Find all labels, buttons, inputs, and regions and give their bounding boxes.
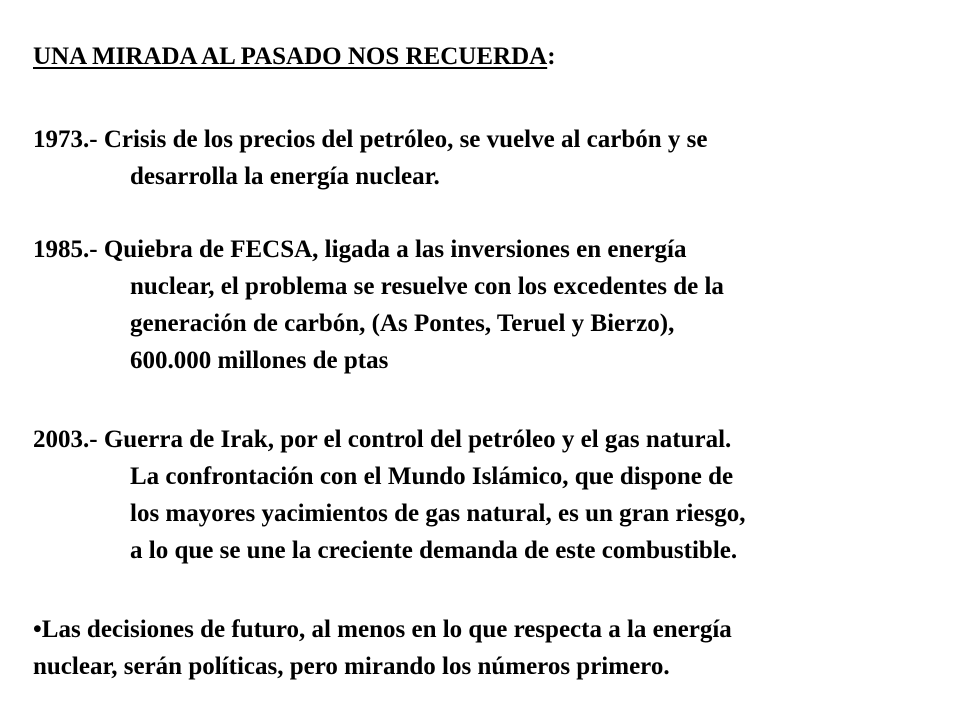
conclusion-text-1: Las decisiones de futuro, al menos en lo que respecta a la energía [41,616,732,643]
entry-2003-line-1 [33,421,731,459]
entry-1985-line-4: 600.000 millones de ptas [130,347,389,374]
entry-2003-text-1: Guerra de Irak, por el control del petróleo y el gas natural. [103,426,732,453]
entry-1985-text-1: Quiebra de FECSA, ligada a las inversiones en energía [103,236,687,263]
entry-1985-line-2: nuclear, el problema se resuelve con los excedentes de la [130,273,724,300]
conclusion-line-1 [33,611,732,649]
entry-1985-line-3: generación de carbón, (As Pontes, Teruel y Bierzo), [130,310,675,337]
entry-2003-line-4: a lo que se une la creciente demanda de este combustible. [130,537,738,564]
entry-1985-line-1 [33,231,686,269]
entry-1973-line-1 [33,121,707,159]
entry-1973-text-1: Crisis de los precios del petróleo, se vuelve al carbón y se [103,126,708,153]
entry-2003-line-3: los mayores yacimientos de gas natural, es un gran riesgo, [130,500,746,527]
slide-title: UNA MIRADA AL PASADO NOS RECUERDA [33,43,548,70]
slide-title-colon: : [547,43,556,70]
entry-1985-year: 1985.- [33,236,98,263]
entry-2003-year: 2003.- [33,426,98,453]
entry-1973-year: 1973.- [33,126,98,153]
entry-2003-line-2: La confrontación con el Mundo Islámico, que dispone de [130,463,734,490]
entry-1973-line-2: desarrolla la energía nuclear. [130,163,440,190]
slide-title-line [33,38,556,76]
bullet-icon: • [33,616,42,643]
conclusion-line-2: nuclear, serán políticas, pero mirando los números primero. [33,653,670,680]
